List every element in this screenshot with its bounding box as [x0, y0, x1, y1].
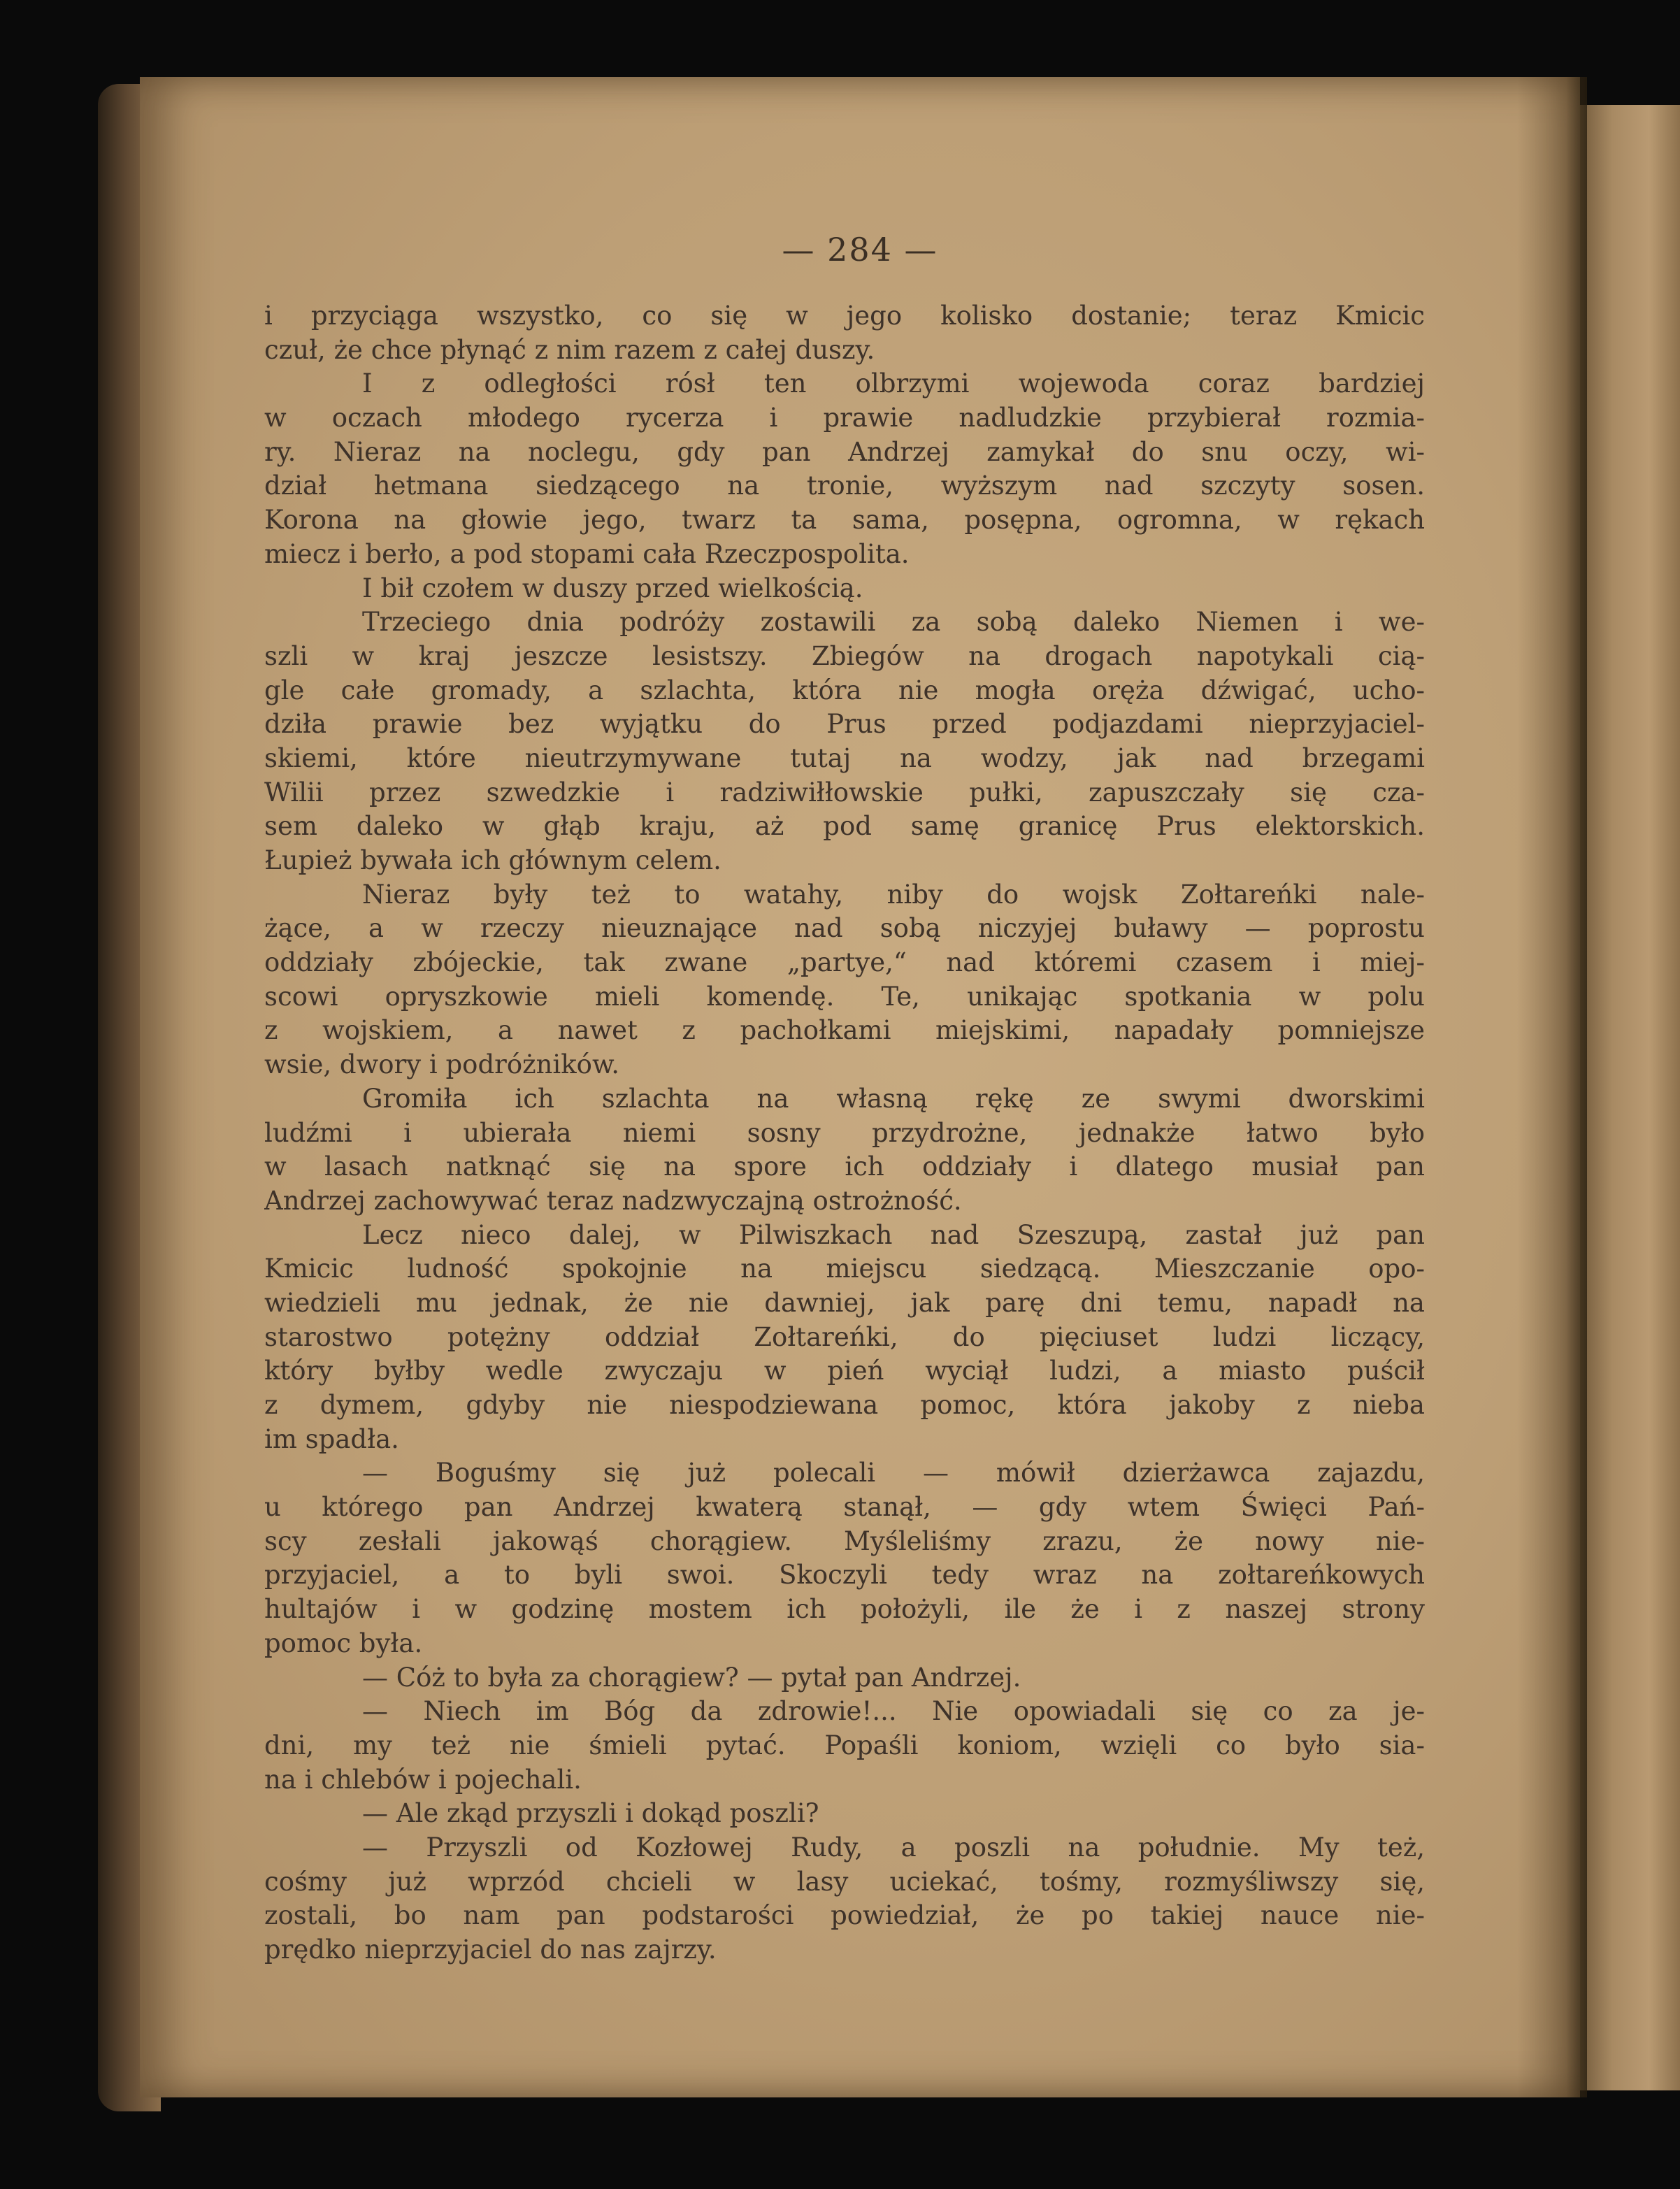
text-line: — Cóż to była za chorągiew? — pytał pan Andrzej. — [362, 1662, 1021, 1693]
text-line: hultajów i w godzinę mostem ich położyli, ile że i z naszej strony — [264, 1594, 1425, 1625]
page-gutter-shadow — [1517, 77, 1587, 2097]
text-line: miecz i berło, a pod stopami cała Rzeczpospolita. — [264, 538, 910, 569]
text-line: dział hetmana siedzącego na tronie, wyższym nad szczyty sosen. — [264, 471, 1425, 501]
text-line: Trzeciego dnia podróży zostawili za sobą daleko Niemen i we- — [362, 607, 1425, 638]
text-line: I bił czołem w duszy przed wielkością. — [362, 573, 863, 603]
text-line: — Boguśmy się już polecali — mówił dzierżawca zajazdu, — [362, 1458, 1425, 1488]
text-line: zostali, bo nam pan podstarości powiedział, że po takiej nauce nie- — [264, 1900, 1425, 1931]
text-line: — Niech im Bóg da zdrowie!... Nie opowiadali się co za je- — [362, 1696, 1425, 1727]
text-line: dni, my też nie śmieli pytać. Popaśli koniom, wzięli co było sia- — [264, 1730, 1425, 1760]
text-line: prędko nieprzyjaciel do nas zajrzy. — [264, 1935, 717, 1965]
text-line: scowi opryszkowie mieli komendę. Te, unikając spotkania w polu — [264, 981, 1425, 1012]
text-line: z wojskiem, a nawet z pachołkami miejskimi, napadały pomniejsze — [264, 1015, 1425, 1046]
text-line: starostwo potężny oddział Zołtareńki, do pięciuset ludzi liczący, — [264, 1321, 1425, 1352]
text-line: Wilii przez szwedzkie i radziwiłłowskie pułki, zapuszczały się cza- — [264, 777, 1425, 808]
text-line: skiemi, które nieutrzymywane tutaj na wodzy, jak nad brzegami — [264, 742, 1425, 773]
body-text — [264, 299, 1425, 1967]
text-line: Gromiła ich szlachta na własną rękę ze swymi dworskimi — [362, 1083, 1425, 1114]
text-line: sem daleko w głąb kraju, aż pod samę granicę Prus elektorskich. — [264, 811, 1425, 842]
text-line: czuł, że chce płynąć z nim razem z całej duszy. — [264, 334, 875, 365]
page-number: — 284 — — [782, 231, 938, 268]
text-line: na i chlebów i pojechali. — [264, 1764, 582, 1795]
text-line: Kmicic ludność spokojnie na miejscu siedzącą. Mieszczanie opo- — [264, 1254, 1425, 1284]
text-line: Andrzej zachowywać teraz nadzwyczajną ostrożność. — [264, 1185, 962, 1216]
text-line: — Przyszli od Kozłowej Rudy, a poszli na południe. My też, — [362, 1832, 1425, 1863]
text-line: cośmy już wprzód chcieli w lasy uciekać, tośmy, rozmyśliwszy się, — [264, 1866, 1425, 1897]
text-line: oddziały zbójeckie, tak zwane „partye,“ nad któremi czasem i miej- — [264, 947, 1425, 978]
text-line: wsie, dwory i podróżników. — [264, 1049, 619, 1080]
text-line: w lasach natknąć się na spore ich oddziały i dlatego musiał pan — [264, 1151, 1425, 1182]
text-line: Nieraz były też to watahy, niby do wojsk Zołtareńki nale- — [362, 879, 1425, 910]
text-line: Korona na głowie jego, twarz ta sama, posępna, ogromna, w rękach — [264, 505, 1425, 536]
facing-page-edge — [1577, 105, 1680, 2090]
text-line: żące, a w rzeczy nieuznające nad sobą niczyjej buławy — poprostu — [264, 913, 1425, 944]
text-line: gle całe gromady, a szlachta, która nie mogła oręża dźwigać, ucho- — [264, 675, 1425, 705]
text-line: — Ale zkąd przyszli i dokąd poszli? — [362, 1798, 819, 1829]
text-line: w oczach młodego rycerza i prawie nadludzkie przybierał rozmia- — [264, 403, 1425, 433]
text-line: dziła prawie bez wyjątku do Prus przed podjazdami nieprzyjaciel- — [264, 709, 1425, 740]
text-line: wiedzieli mu jednak, że nie dawniej, jak parę dni temu, napadł na — [264, 1287, 1425, 1318]
text-line: scy zesłali jakowąś chorągiew. Myśleliśmy zrazu, że nowy nie- — [264, 1526, 1425, 1556]
text-line: pomoc była. — [264, 1628, 423, 1658]
text-line: który byłby wedle zwyczaju w pień wyciął ludzi, a miasto puścił — [264, 1356, 1425, 1386]
text-line: szli w kraj jeszcze lesistszy. Zbiegów na drogach napotykali cią- — [264, 640, 1425, 671]
text-line: u którego pan Andrzej kwaterą stanął, — gdy wtem Święci Pań- — [264, 1492, 1425, 1523]
text-line: ry. Nieraz na noclegu, gdy pan Andrzej zamykał do snu oczy, wi- — [264, 436, 1425, 467]
text-line: Łupież bywała ich głównym celem. — [264, 845, 721, 875]
text-line: I z odległości rósł ten olbrzymi wojewoda coraz bardziej — [362, 368, 1425, 399]
text-line: przyjaciel, a to byli swoi. Skoczyli tedy wraz na zołtareńkowych — [264, 1560, 1425, 1591]
text-line: im spadła. — [264, 1423, 399, 1454]
text-line: z dymem, gdyby nie niespodziewana pomoc, która jakoby z nieba — [264, 1390, 1425, 1420]
text-line: ludźmi i ubierała niemi sosny przydrożne, jednakże łatwo było — [264, 1117, 1425, 1148]
text-line: Lecz nieco dalej, w Pilwiszkach nad Szeszupą, zastał już pan — [362, 1219, 1425, 1250]
text-line: i przyciąga wszystko, co się w jego kolisko dostanie; teraz Kmicic — [264, 301, 1425, 331]
